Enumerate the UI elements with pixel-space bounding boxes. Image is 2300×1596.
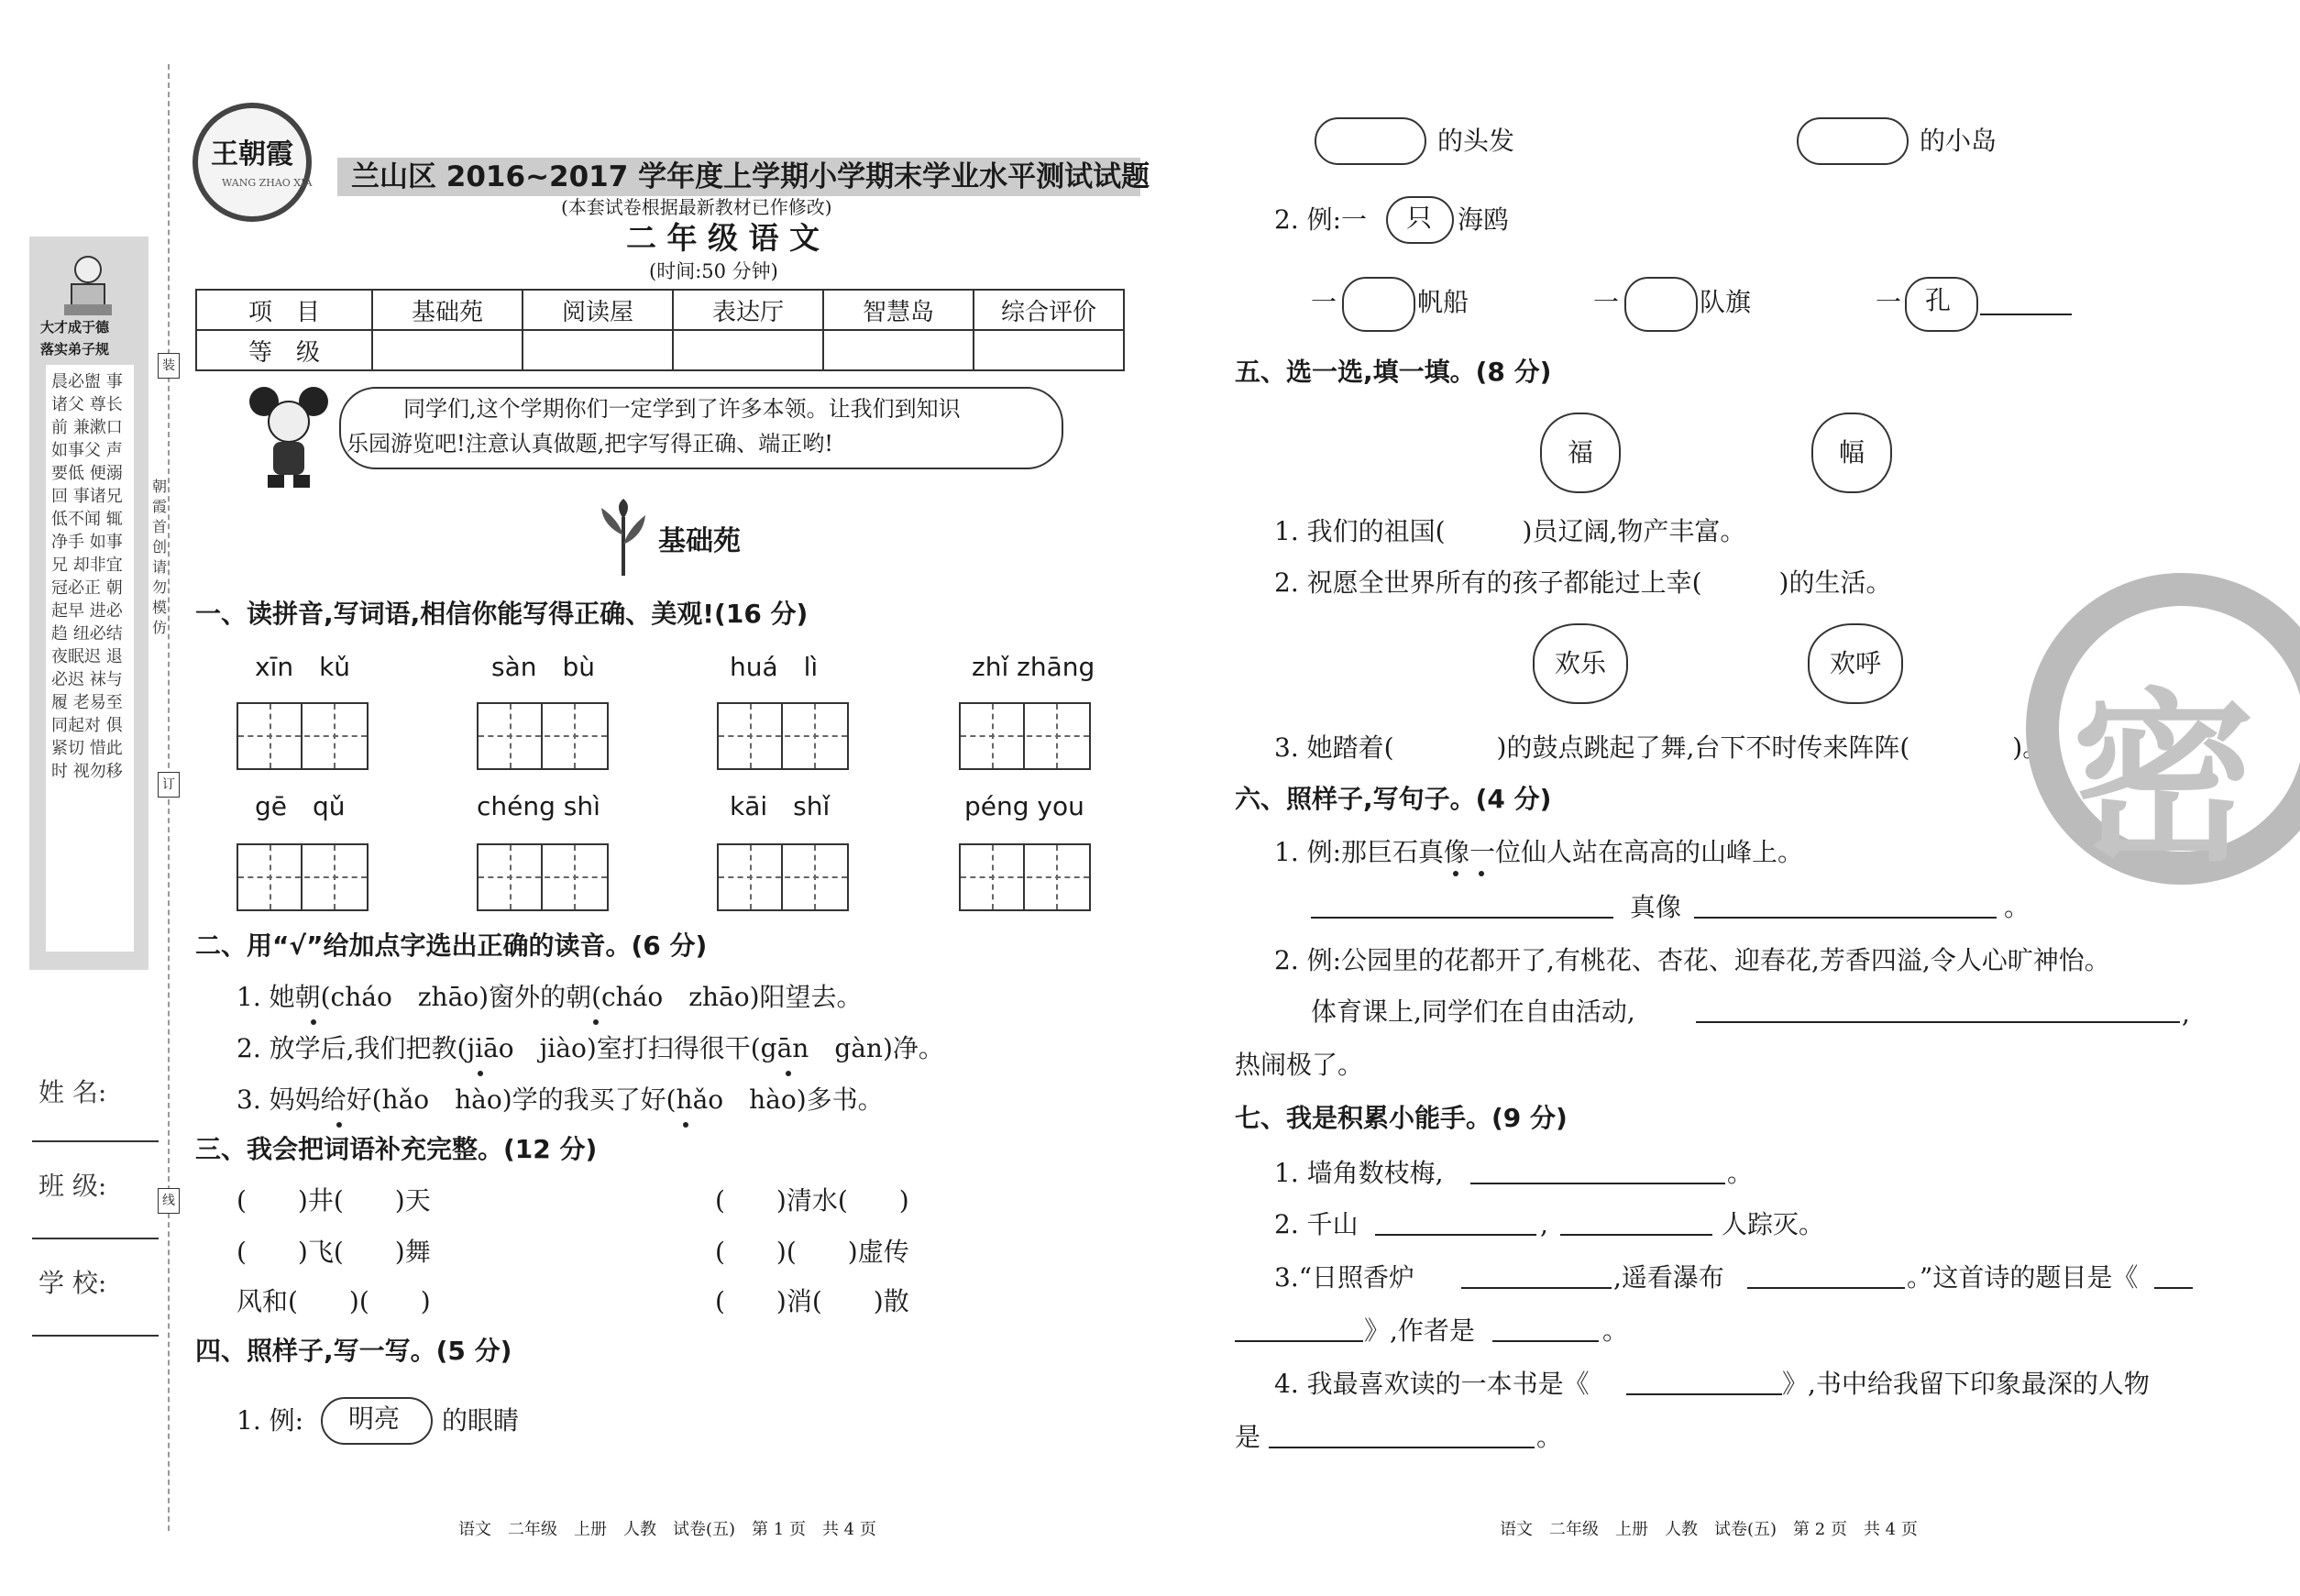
q2-title: 二、用“√”给加点字选出正确的读音。(6 分) [195, 930, 708, 961]
idiom-blank[interactable]: ( )消( )散 [715, 1286, 909, 1316]
slogan-line: 大才成于德 [40, 319, 110, 336]
q4-example2-word: 只 [1406, 203, 1433, 233]
score-header-cell: 基础苑 [372, 290, 523, 330]
intro-line: 同学们,这个学期你们一定学到了许多本领。让我们到知识 [403, 396, 961, 422]
emphasis-dot [593, 1019, 599, 1025]
q7-item: 1. 墙角数枝梅, [1274, 1158, 1444, 1188]
q7-comma: , [1540, 1209, 1548, 1239]
answer-line[interactable] [1269, 1447, 1535, 1448]
q5-item: 1. 我们的祖国( )员辽阔,物产丰富。 [1274, 516, 1746, 546]
scholar-illustration [61, 249, 116, 323]
binding-mark: 装 [158, 353, 180, 379]
name-field[interactable] [32, 1140, 159, 1142]
q6-line2: 体育课上,同学们在自由活动, [1311, 996, 1635, 1027]
rules-box [46, 365, 134, 952]
q7-item: 。”这首诗的题目是《 [1907, 1262, 2139, 1293]
pinyin-label: zhǐ zhāng [972, 652, 1095, 682]
brand-logo-sub: WANG ZHAO XIA [222, 177, 313, 189]
class-label: 班 级: [39, 1171, 107, 1201]
cloud-blank[interactable] [1315, 117, 1426, 165]
score-header-cell: 综合评价 [974, 290, 1124, 330]
answer-line[interactable] [1696, 1021, 2180, 1023]
q4-title: 四、照样子,写一写。(5 分) [195, 1336, 512, 1366]
answer-line[interactable] [1375, 1234, 1536, 1236]
q1-title: 一、读拼音,写词语,相信你能写得正确、美观!(16 分) [195, 599, 809, 629]
page-footer: 语文 二年级 上册 人教 试卷(五) 第 1 页 共 4 页 [458, 1520, 876, 1539]
q7-period: 。 [1602, 1315, 1629, 1346]
emphasis-dot [336, 1122, 342, 1128]
answer-line[interactable] [1694, 917, 1997, 919]
q2-item: 1. 她朝(cháo zhāo)窗外的朝(cháo zhāo)阳望去。 [237, 982, 863, 1012]
score-header-cell: 表达厅 [673, 290, 823, 330]
cloud-blank[interactable] [1342, 277, 1415, 332]
grade-cell[interactable] [823, 330, 974, 370]
q6-example: 2. 例:公园里的花都开了,有桃花、杏花、迎春花,芳香四溢,令人心旷神怡。 [1274, 945, 2110, 975]
pinyin-label: gē qǔ [255, 791, 346, 821]
q5-item: 3. 她踏着( )的鼓点跳起了舞,台下不时传来阵阵( )。 [1274, 732, 2049, 763]
q4-blank-label: 的头发 [1437, 126, 1515, 156]
pinyin-label: huá lì [730, 652, 819, 682]
q4-example-word: 明亮 [348, 1403, 401, 1434]
rules-panel [29, 237, 149, 970]
writing-grid[interactable] [477, 702, 609, 770]
q7-item: ,遥看瀑布 [1613, 1262, 1724, 1293]
q4-example2-suffix: 海鸥 [1458, 204, 1510, 235]
idiom-blank[interactable]: ( )( )虚传 [715, 1237, 909, 1267]
flower-option: 欢呼 [1808, 623, 1903, 704]
pinyin-label: péng you [964, 791, 1084, 821]
writing-grid[interactable] [717, 702, 849, 770]
writing-grid[interactable] [717, 843, 849, 911]
grade-cell[interactable] [673, 330, 823, 370]
name-label: 姓 名: [39, 1077, 107, 1107]
q4-blank-label: 帆船 [1417, 287, 1469, 317]
cloud-blank[interactable] [1624, 277, 1698, 332]
q4-example2-prefix: 2. 例:一 [1274, 204, 1368, 235]
q6-title: 六、照样子,写句子。(4 分) [1235, 784, 1552, 814]
q6-example: 1. 例:那巨石真像一位仙人站在高高的山峰上。 [1274, 837, 1804, 867]
emphasis-dot [683, 1122, 688, 1128]
brand-logo [193, 103, 312, 222]
q6-comma: , [2182, 998, 2190, 1029]
q6-period: 。 [2004, 892, 2030, 922]
idiom-blank[interactable]: ( )飞( )舞 [237, 1237, 431, 1267]
q7-item-end: 人踪灭。 [1722, 1209, 1825, 1239]
answer-line[interactable] [1470, 1183, 1725, 1184]
cloud-blank[interactable] [1797, 117, 1909, 165]
q7-period: 。 [1727, 1158, 1754, 1188]
q5-item: 2. 祝愿全世界所有的孩子都能过上幸( )的生活。 [1274, 567, 1892, 598]
flower-option: 欢乐 [1533, 623, 1628, 704]
emphasis-dot [1479, 871, 1484, 876]
q4-yi: 一 [1593, 287, 1620, 317]
pinyin-label: xīn kǔ [255, 652, 351, 682]
mascot-illustration [248, 385, 330, 495]
q4-yi: 一 [1876, 287, 1902, 317]
pinyin-label: chéng shì [477, 791, 600, 821]
idiom-blank[interactable]: ( )井( )天 [237, 1185, 431, 1216]
writing-grid[interactable] [959, 702, 1091, 770]
idiom-blank[interactable]: 风和( )( ) [237, 1286, 431, 1316]
q4-yi: 一 [1311, 287, 1337, 317]
grade-label-cell: 等 级 [196, 330, 372, 370]
school-field[interactable] [32, 1335, 159, 1337]
copyright-note: 朝霞首创 请勿模仿 [152, 478, 168, 636]
page-footer: 语文 二年级 上册 人教 试卷(五) 第 2 页 共 4 页 [1500, 1520, 1918, 1539]
binding-mark: 线 [158, 1188, 180, 1214]
school-label: 学 校: [39, 1268, 107, 1298]
score-table [195, 289, 1125, 371]
seal-text: 密 [2072, 671, 2256, 886]
answer-line[interactable] [2154, 1287, 2193, 1289]
exam-time: (时间:50 分钟) [649, 260, 778, 282]
section-title: 基础苑 [658, 525, 741, 557]
q7-item: 3.“日照香炉 [1274, 1262, 1415, 1293]
answer-line[interactable] [1626, 1393, 1782, 1395]
binding-line [168, 64, 170, 1531]
slogan-line: 落实弟子规 [40, 341, 110, 358]
answer-line[interactable] [1235, 1340, 1363, 1342]
emphasis-dot [1453, 871, 1458, 876]
q7-item: 是 [1235, 1422, 1261, 1452]
grade-title: 二 年 级 语 文 [626, 220, 820, 256]
q4-blank-word: 孔 [1925, 285, 1952, 315]
exam-title: 兰山区 2016~2017 学年度上学期小学期末学业水平测试试题 [351, 160, 1150, 193]
q7-period: 。 [1536, 1422, 1563, 1452]
q7-item: 》,书中给我留下印象最深的人物 [1782, 1369, 2150, 1399]
q4-example-prefix: 1. 例: [237, 1405, 304, 1436]
pinyin-label: sàn bù [491, 652, 596, 682]
flower-option: 幅 [1811, 413, 1892, 493]
writing-grid[interactable] [237, 702, 369, 770]
q2-item: 3. 妈妈给好(hǎo hào)学的我买了好(hǎo hào)多书。 [237, 1084, 884, 1115]
q4-blank-label: 队旗 [1700, 287, 1752, 317]
idiom-blank[interactable]: ( )清水( ) [715, 1185, 909, 1216]
score-header-cell: 阅读屋 [523, 290, 673, 330]
q6-line3: 热闹极了。 [1235, 1050, 1364, 1080]
q7-item: 2. 千山 [1274, 1209, 1359, 1239]
pinyin-label: kāi shǐ [730, 791, 831, 821]
q6-zhenxiang: 真像 [1630, 892, 1682, 922]
answer-line[interactable] [1492, 1340, 1599, 1342]
intro-line: 乐园游览吧!注意认真做题,把字写得正确、端正哟! [347, 431, 833, 457]
exam-subtitle: (本套试卷根据最新教材已作修改) [561, 196, 832, 218]
q4-blank-label: 的小岛 [1920, 126, 1997, 156]
emphasis-dot [311, 1019, 316, 1025]
q2-item: 2. 放学后,我们把教(jiāo jiào)室打扫得很干(gān gàn)净。 [237, 1033, 944, 1063]
score-header-cell: 项 目 [196, 290, 372, 330]
rules-text: 晨必盥 事诸父 尊长前 兼漱口 如事父 声要低 便溺回 事诸兄 低不闻 辄净手 如事兄 却非宜 冠必正 朝起早 进必趋 纽必结 夜眠迟 退必迟 袜与履 老易至 同起对 俱紧切 惜此时 视勿移 [51, 372, 123, 781]
answer-line[interactable] [1980, 314, 2072, 315]
writing-grid[interactable] [959, 843, 1091, 911]
grade-cell[interactable] [372, 330, 523, 370]
writing-grid[interactable] [237, 843, 369, 911]
q7-title: 七、我是积累小能手。(9 分) [1235, 1103, 1568, 1133]
grade-cell[interactable] [974, 330, 1124, 370]
flower-option: 福 [1540, 413, 1621, 493]
binding-mark: 订 [158, 772, 180, 798]
grade-cell[interactable] [523, 330, 673, 370]
score-header-cell: 智慧岛 [823, 290, 974, 330]
answer-line[interactable] [1461, 1287, 1612, 1289]
q4-example-suffix: 的眼睛 [442, 1405, 520, 1436]
class-field[interactable] [32, 1238, 159, 1239]
q3-title: 三、我会把词语补充完整。(12 分) [195, 1134, 598, 1164]
answer-line[interactable] [1560, 1234, 1712, 1236]
q7-item: 4. 我最喜欢读的一本书是《 [1274, 1369, 1590, 1399]
brand-logo-text: 王朝霞 [211, 138, 293, 171]
answer-line[interactable] [1311, 917, 1613, 919]
q7-item: 》,作者是 [1364, 1315, 1475, 1346]
writing-grid[interactable] [477, 843, 609, 911]
emphasis-dot [478, 1071, 483, 1076]
q5-title: 五、选一选,填一填。(8 分) [1235, 357, 1552, 387]
answer-line[interactable] [1747, 1287, 1905, 1289]
plant-icon [598, 499, 649, 576]
emphasis-dot [786, 1071, 791, 1076]
